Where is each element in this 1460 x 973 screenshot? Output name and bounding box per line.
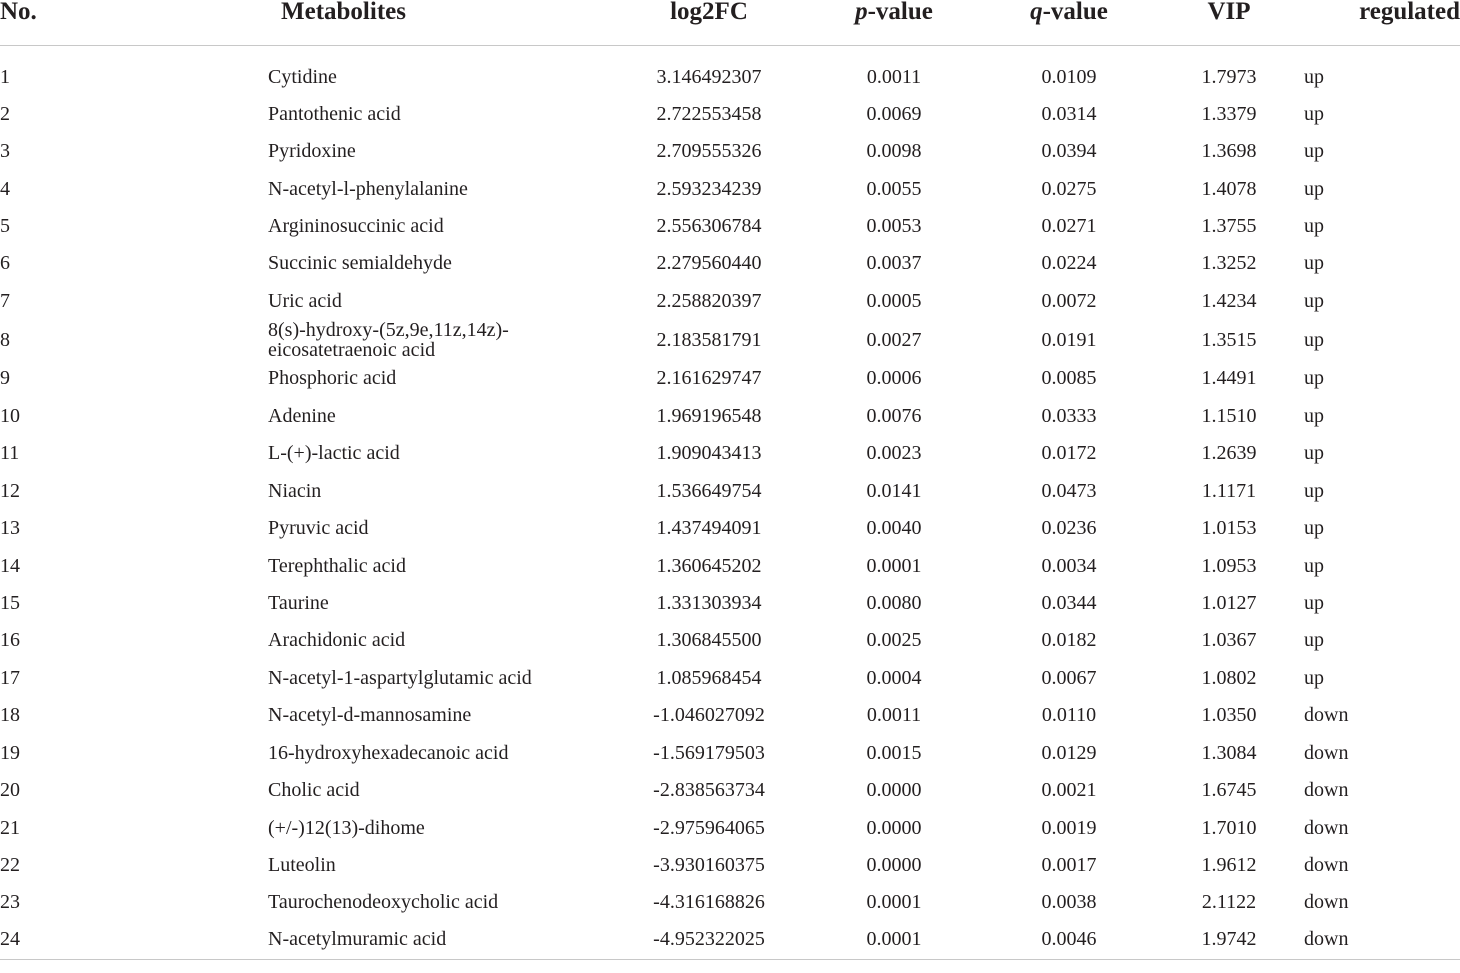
row-no: 14 <box>0 554 20 577</box>
row-vip: 1.4078 <box>1201 177 1257 200</box>
row-regulated: up <box>1304 140 1324 163</box>
row-metabolite: Uric acid <box>268 289 342 312</box>
row-log2fc: -3.930160375 <box>653 854 765 877</box>
row-no: 12 <box>0 479 20 502</box>
row-metabolite: N-acetylmuramic acid <box>134 921 614 960</box>
row-metabolite: Pantothenic acid <box>268 102 401 125</box>
table-row <box>0 95 1460 132</box>
table-row <box>0 170 1460 207</box>
row-vip: 1.3755 <box>1201 215 1257 238</box>
row-regulated: down <box>1304 816 1349 839</box>
row-regulated: down <box>1304 891 1349 914</box>
row-p-value: 0.0001 <box>866 554 922 577</box>
row-p-value: 0.0027 <box>866 328 922 351</box>
row-q-value: 0.0473 <box>1041 479 1097 502</box>
header-q-value <box>984 0 1154 46</box>
table-row <box>0 584 1460 621</box>
row-log2fc: -1.046027092 <box>653 704 765 727</box>
table-row <box>0 132 1460 169</box>
row-log2fc: -4.316168826 <box>653 891 765 914</box>
row-metabolite: Cholic acid <box>268 779 360 802</box>
row-log2fc: 1.969196548 <box>656 404 762 427</box>
row-no: 15 <box>0 591 20 614</box>
row-log2fc: 2.258820397 <box>656 289 762 312</box>
row-vip: 1.0367 <box>1201 629 1257 652</box>
table-row <box>0 397 1460 434</box>
row-p-value: 0.0069 <box>866 102 922 125</box>
row-q-value: 0.0314 <box>1041 102 1097 125</box>
header-p-italic: p <box>855 0 868 25</box>
row-q-value: 0.0191 <box>1041 328 1097 351</box>
header-metabolites-label: Metabolites <box>281 0 406 25</box>
row-log2fc: 1.909043413 <box>656 442 762 465</box>
row-metabolite: Taurine <box>268 591 329 614</box>
table-row <box>0 472 1460 509</box>
row-q-value: 0.0333 <box>1041 404 1097 427</box>
table-row <box>0 46 1460 96</box>
row-log2fc: 2.709555326 <box>656 140 762 163</box>
row-q-value: 0.0182 <box>1041 629 1097 652</box>
row-vip: 1.7010 <box>1201 816 1257 839</box>
row-p-value: 0.0040 <box>866 517 922 540</box>
row-log2fc: -1.569179503 <box>653 741 765 764</box>
header-row <box>0 0 1460 46</box>
table-row <box>0 734 1460 771</box>
row-vip: 1.4491 <box>1201 367 1257 390</box>
row-metabolite: L-(+)-lactic acid <box>268 442 400 465</box>
row-regulated: up <box>1304 517 1324 540</box>
row-no: 20 <box>0 779 20 802</box>
row-p-value: 0.0011 <box>866 704 922 727</box>
row-log2fc: 2.593234239 <box>656 177 762 200</box>
table-row <box>0 547 1460 584</box>
row-p-value: 0.0006 <box>866 367 922 390</box>
row-q-value: 0.0344 <box>1041 591 1097 614</box>
row-q-value: 0.0271 <box>1041 215 1097 238</box>
row-vip: 1.7973 <box>1201 65 1257 88</box>
row-metabolite: 16-hydroxyhexadecanoic acid <box>268 741 509 764</box>
table-row <box>0 435 1460 472</box>
row-regulated: up <box>1304 252 1324 275</box>
row-log2fc: 1.360645202 <box>656 554 762 577</box>
row-p-value: 0.0000 <box>866 779 922 802</box>
header-no: No. <box>0 0 134 46</box>
row-q-value: 0.0394 <box>1041 140 1097 163</box>
row-no: 1 <box>0 65 10 88</box>
row-p-value: 0.0001 <box>804 921 984 960</box>
table-row <box>0 846 1460 883</box>
row-no: 5 <box>0 215 10 238</box>
row-no: 2 <box>0 102 10 125</box>
row-q-value: 0.0021 <box>1041 779 1097 802</box>
row-p-value: 0.0000 <box>866 854 922 877</box>
row-regulated: up <box>1304 215 1324 238</box>
row-regulated: up <box>1304 442 1324 465</box>
row-log2fc: 2.183581791 <box>656 328 762 351</box>
row-no: 19 <box>0 741 20 764</box>
row-q-value: 0.0046 <box>984 921 1154 960</box>
row-vip: 1.0953 <box>1201 554 1257 577</box>
row-no: 18 <box>0 704 20 727</box>
table-row <box>0 697 1460 734</box>
row-p-value: 0.0141 <box>866 479 922 502</box>
row-log2fc: -2.838563734 <box>653 779 765 802</box>
row-q-value: 0.0067 <box>1041 666 1097 689</box>
row-vip: 1.9612 <box>1201 854 1257 877</box>
header-p-rest: -value <box>867 0 933 25</box>
row-vip: 1.0127 <box>1201 591 1257 614</box>
row-p-value: 0.0080 <box>866 591 922 614</box>
row-regulated: up <box>1304 554 1324 577</box>
row-log2fc: 1.536649754 <box>656 479 762 502</box>
table-row <box>0 884 1460 921</box>
row-vip: 1.0153 <box>1201 517 1257 540</box>
table-row <box>0 622 1460 659</box>
row-log2fc: 1.085968454 <box>656 666 762 689</box>
row-metabolite: Cytidine <box>268 65 337 88</box>
row-vip: 1.9742 <box>1154 921 1304 960</box>
row-vip: 1.2639 <box>1201 442 1257 465</box>
row-log2fc: 3.146492307 <box>656 65 762 88</box>
table-row <box>0 360 1460 397</box>
row-p-value: 0.0053 <box>866 215 922 238</box>
row-q-value: 0.0110 <box>1041 704 1097 727</box>
row-p-value: 0.0005 <box>866 289 922 312</box>
row-regulated: down <box>1304 741 1349 764</box>
row-metabolite: Taurochenodeoxycholic acid <box>268 891 499 914</box>
row-regulated: up <box>1304 328 1324 351</box>
header-q-italic: q <box>1030 0 1043 25</box>
row-log2fc: 2.161629747 <box>656 367 762 390</box>
row-regulated: down <box>1304 704 1349 727</box>
row-regulated: up <box>1304 629 1324 652</box>
table-row <box>0 809 1460 846</box>
row-q-value: 0.0224 <box>1041 252 1097 275</box>
row-vip: 1.1171 <box>1201 479 1257 502</box>
table-header <box>0 0 1460 46</box>
header-vip: VIP <box>1154 0 1304 46</box>
row-no: 23 <box>0 891 20 914</box>
row-regulated: up <box>1304 102 1324 125</box>
row-metabolite: Phosphoric acid <box>268 367 397 390</box>
table-row <box>0 771 1460 808</box>
table-row <box>0 207 1460 244</box>
row-no: 13 <box>0 517 20 540</box>
table-row <box>0 509 1460 546</box>
row-metabolite: Niacin <box>268 479 322 502</box>
table-row <box>0 245 1460 282</box>
header-q-rest: -value <box>1042 0 1108 25</box>
table-row <box>0 921 1460 960</box>
row-no: 8 <box>0 328 10 351</box>
row-log2fc: 1.437494091 <box>656 517 762 540</box>
row-log2fc: 1.331303934 <box>656 591 762 614</box>
row-q-value: 0.0275 <box>1041 177 1097 200</box>
row-metabolite: Argininosuccinic acid <box>268 215 444 238</box>
row-p-value: 0.0011 <box>866 65 922 88</box>
row-vip: 1.3515 <box>1201 328 1257 351</box>
row-regulated: up <box>1304 367 1324 390</box>
row-no: 7 <box>0 289 10 312</box>
row-no: 11 <box>0 442 20 465</box>
row-metabolite: N-acetyl-d-mannosamine <box>268 704 472 727</box>
row-q-value: 0.0085 <box>1041 367 1097 390</box>
row-no: 10 <box>0 404 20 427</box>
row-q-value: 0.0019 <box>1041 816 1097 839</box>
row-no: 3 <box>0 140 10 163</box>
row-regulated: up <box>1304 65 1324 88</box>
row-metabolite: Arachidonic acid <box>268 629 406 652</box>
row-p-value: 0.0001 <box>866 891 922 914</box>
row-vip: 1.3379 <box>1201 102 1257 125</box>
header-log2fc: log2FC <box>614 0 804 46</box>
row-q-value: 0.0236 <box>1041 517 1097 540</box>
table-row <box>0 320 1460 360</box>
row-p-value: 0.0037 <box>866 252 922 275</box>
row-p-value: 0.0076 <box>866 404 922 427</box>
row-q-value: 0.0109 <box>1041 65 1097 88</box>
row-metabolite: 8(s)-hydroxy-(5z,9e,11z,14z)-eicosatetraenoic acid <box>268 318 509 361</box>
row-vip: 1.3698 <box>1201 140 1257 163</box>
row-log2fc: 1.306845500 <box>656 629 762 652</box>
row-no: 17 <box>0 666 20 689</box>
row-no: 9 <box>0 367 10 390</box>
table-body <box>0 46 1460 960</box>
row-vip: 1.3084 <box>1201 741 1257 764</box>
row-regulated: up <box>1304 666 1324 689</box>
row-vip: 1.1510 <box>1201 404 1257 427</box>
row-no: 16 <box>0 629 20 652</box>
header-regulated: regulated <box>1304 0 1460 46</box>
row-vip: 1.3252 <box>1201 252 1257 275</box>
row-log2fc: -2.975964065 <box>653 816 765 839</box>
row-regulated: down <box>1304 779 1349 802</box>
row-metabolite: N-acetyl-1-aspartylglutamic acid <box>268 666 532 689</box>
row-q-value: 0.0172 <box>1041 442 1097 465</box>
row-p-value: 0.0025 <box>866 629 922 652</box>
row-p-value: 0.0015 <box>866 741 922 764</box>
row-regulated: up <box>1304 289 1324 312</box>
row-regulated: up <box>1304 479 1324 502</box>
row-no: 24 <box>0 921 134 960</box>
row-metabolite: (+/-)12(13)-dihome <box>268 816 425 839</box>
row-log2fc: 2.556306784 <box>656 215 762 238</box>
row-p-value: 0.0055 <box>866 177 922 200</box>
row-metabolite: Terephthalic acid <box>268 554 406 577</box>
row-regulated: up <box>1304 591 1324 614</box>
row-no: 4 <box>0 177 10 200</box>
row-regulated: down <box>1304 921 1460 960</box>
row-metabolite: Luteolin <box>268 854 336 877</box>
row-regulated: down <box>1304 854 1349 877</box>
row-p-value: 0.0023 <box>866 442 922 465</box>
row-metabolite: Succinic semialdehyde <box>268 252 452 275</box>
row-p-value: 0.0000 <box>866 816 922 839</box>
row-p-value: 0.0004 <box>866 666 922 689</box>
header-p-value <box>804 0 984 46</box>
row-q-value: 0.0072 <box>1041 289 1097 312</box>
row-log2fc: 2.279560440 <box>656 252 762 275</box>
row-no: 21 <box>0 816 20 839</box>
row-metabolite: Pyridoxine <box>268 140 356 163</box>
row-regulated: up <box>1304 404 1324 427</box>
row-p-value: 0.0098 <box>866 140 922 163</box>
row-metabolite: Adenine <box>268 404 336 427</box>
table-row <box>0 282 1460 319</box>
row-q-value: 0.0129 <box>1041 741 1097 764</box>
row-q-value: 0.0017 <box>1041 854 1097 877</box>
table-row <box>0 659 1460 696</box>
row-q-value: 0.0038 <box>1041 891 1097 914</box>
row-no: 22 <box>0 854 20 877</box>
row-vip: 1.0802 <box>1201 666 1257 689</box>
row-no: 6 <box>0 252 10 275</box>
row-metabolite: Pyruvic acid <box>268 517 369 540</box>
row-log2fc: 2.722553458 <box>656 102 762 125</box>
row-vip: 2.1122 <box>1201 891 1257 914</box>
row-log2fc: -4.952322025 <box>614 921 804 960</box>
header-metabolites <box>134 0 614 46</box>
row-metabolite: N-acetyl-l-phenylalanine <box>268 177 468 200</box>
row-vip: 1.0350 <box>1201 704 1257 727</box>
row-vip: 1.4234 <box>1201 289 1257 312</box>
row-vip: 1.6745 <box>1201 779 1257 802</box>
row-regulated: up <box>1304 177 1324 200</box>
row-q-value: 0.0034 <box>1041 554 1097 577</box>
